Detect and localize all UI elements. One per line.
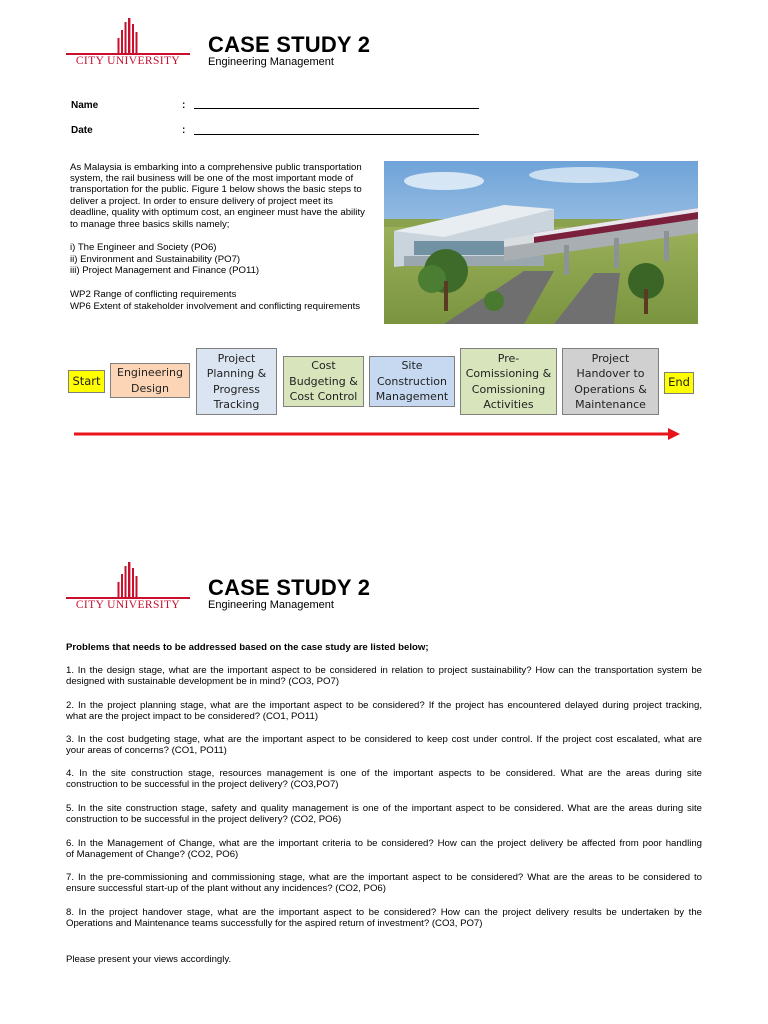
page-title: CASE STUDY 2 <box>208 32 371 57</box>
page-subtitle-2: Engineering Management <box>208 599 334 611</box>
flow-step-line: Construction <box>376 374 448 388</box>
rail-station-photo <box>384 161 698 324</box>
flow-step-line: Maintenance <box>575 398 646 411</box>
question-item <box>66 665 702 688</box>
flow-step-line: Progress <box>213 382 260 396</box>
question-line: Operations and Maintenance teams successfully for the aspired return of investment? (CO3, PO7) <box>66 918 483 930</box>
intro-line: system, the rail business will be one of the most important mode of <box>70 173 354 184</box>
page-title-2: CASE STUDY 2 <box>208 575 371 600</box>
question-line: of Management of Change? (CO2, PO6) <box>66 849 239 861</box>
city-university-logo <box>66 18 190 68</box>
flow-step-line: Budgeting & <box>289 374 358 388</box>
question-line: 2. In the project planning stage, what are the important aspect to be considered? If the project has encountered delayed during project tracking, <box>66 700 702 711</box>
flow-step-line: Design <box>131 381 169 395</box>
name-label: Name <box>71 100 99 111</box>
flow-step-line: Operations & <box>574 382 647 396</box>
skill-item: i) The Engineer and Society (PO6) <box>70 242 217 253</box>
flow-step-line: Tracking <box>213 398 260 411</box>
question-line: ensure successful start-up of the plant without any incidences? (CO2, PO6) <box>66 883 386 895</box>
question-item <box>66 803 702 826</box>
flow-end: End <box>664 372 694 394</box>
question-item <box>66 734 702 757</box>
question-line: construction to be successful in the project delivery? (CO3,PO7) <box>66 779 339 791</box>
flow-step-line: Engineering <box>117 366 183 379</box>
question-line: 4. In the site construction stage, resources management is one of the important aspects to be considered. What are the areas during site <box>66 768 702 779</box>
flow-step-line: Project <box>217 351 256 365</box>
logo-text: CITY UNIVERSITY <box>75 599 181 611</box>
question-line: 8. In the project handover stage, what are the important aspect to be considered? How can the project delivery results be undertaken by the <box>66 907 702 918</box>
wp-item: WP2 Range of conflicting requirements <box>70 289 237 300</box>
question-line: 1. In the design stage, what are the important aspect to be considered in relation to project sustainability? How can the transportation system be <box>66 665 702 676</box>
flow-step-line: Cost Control <box>289 390 358 404</box>
question-item <box>66 700 702 723</box>
intro-line: deadline, quality with optimum cost, an engineer must have the ability <box>70 207 365 218</box>
flow-step-handover <box>562 348 659 415</box>
question-item <box>66 872 702 895</box>
flow-step-site-construction <box>369 356 455 407</box>
flow-step-line: Project <box>591 351 630 365</box>
date-label: Date <box>71 125 93 136</box>
question-line: designed with sustainable development be in mind? (CO3, PO7) <box>66 676 340 688</box>
timeline-arrow <box>74 427 682 441</box>
logo-text: CITY UNIVERSITY <box>75 55 181 67</box>
intro-line: to manage three basics skills namely; <box>70 219 230 230</box>
city-university-logo-2 <box>66 562 190 612</box>
question-item <box>66 768 702 791</box>
closing-text: Please present your views accordingly. <box>66 954 232 965</box>
flow-step-line: Cost <box>311 359 336 373</box>
question-line: 3. In the cost budgeting stage, what are the important aspect to be considered to keep cost under control. If the project cost escalated, what are <box>66 734 702 745</box>
tower-logo-icon <box>66 18 190 54</box>
question-line: 6. In the Management of Change, what are the important criteria to be considered? How can the project delivery be affected from poor handling <box>66 838 702 849</box>
question-item <box>66 907 702 930</box>
flow-step-line: Management <box>375 390 449 404</box>
skill-item: ii) Environment and Sustainability (PO7) <box>70 254 241 265</box>
intro-line: deliver a project. In order to ensure delivery of project meet its <box>70 196 333 207</box>
flow-start: Start <box>68 370 105 393</box>
name-colon: : <box>182 100 186 111</box>
question-item <box>66 838 702 861</box>
skill-item: iii) Project Management and Finance (PO11) <box>70 265 260 276</box>
flow-step-line: Site <box>401 359 423 373</box>
flow-step-engineering-design <box>110 363 190 398</box>
flow-step-line: Comissioning & <box>465 367 552 380</box>
flow-step-line: Pre- <box>497 351 520 365</box>
flow-step-cost-budgeting <box>283 356 364 407</box>
question-line: what are the project impact to be considered? (CO1, PO11) <box>66 711 319 723</box>
flow-step-commissioning <box>460 348 557 415</box>
flow-step-line: Planning & <box>206 367 267 380</box>
question-line: 5. In the site construction stage, safety and quality management is one of the important aspect to be considered. What are the areas during site <box>66 803 702 814</box>
wp-item: WP6 Extent of stakeholder involvement and conflicting requirements <box>70 301 361 312</box>
question-line: 7. In the pre-commissioning and commissioning stage, what are the important aspect to be considered? What are the areas to be considered to <box>66 872 702 883</box>
flow-step-line: Comissioning <box>471 382 546 396</box>
date-colon: : <box>182 125 186 136</box>
tower-logo-icon <box>66 562 190 598</box>
problems-heading: Problems that needs to be addressed based on the case study are listed below; <box>66 642 429 653</box>
page-subtitle: Engineering Management <box>208 56 334 68</box>
intro-line: transportation for the public. Figure 1 below shows the basic steps to <box>70 184 362 195</box>
date-field-line[interactable] <box>194 134 479 135</box>
question-line: your areas of concerns? (CO1, PO11) <box>66 745 227 757</box>
intro-line: As Malaysia is embarking into a comprehensive public transportation <box>70 162 362 173</box>
name-field-line[interactable] <box>194 108 479 109</box>
question-line: construction to be successful in the project delivery? (CO2, PO6) <box>66 814 342 826</box>
flow-step-line: Handover to <box>576 367 645 380</box>
flow-step-project-planning <box>196 348 277 415</box>
flow-step-line: Activities <box>483 398 534 411</box>
